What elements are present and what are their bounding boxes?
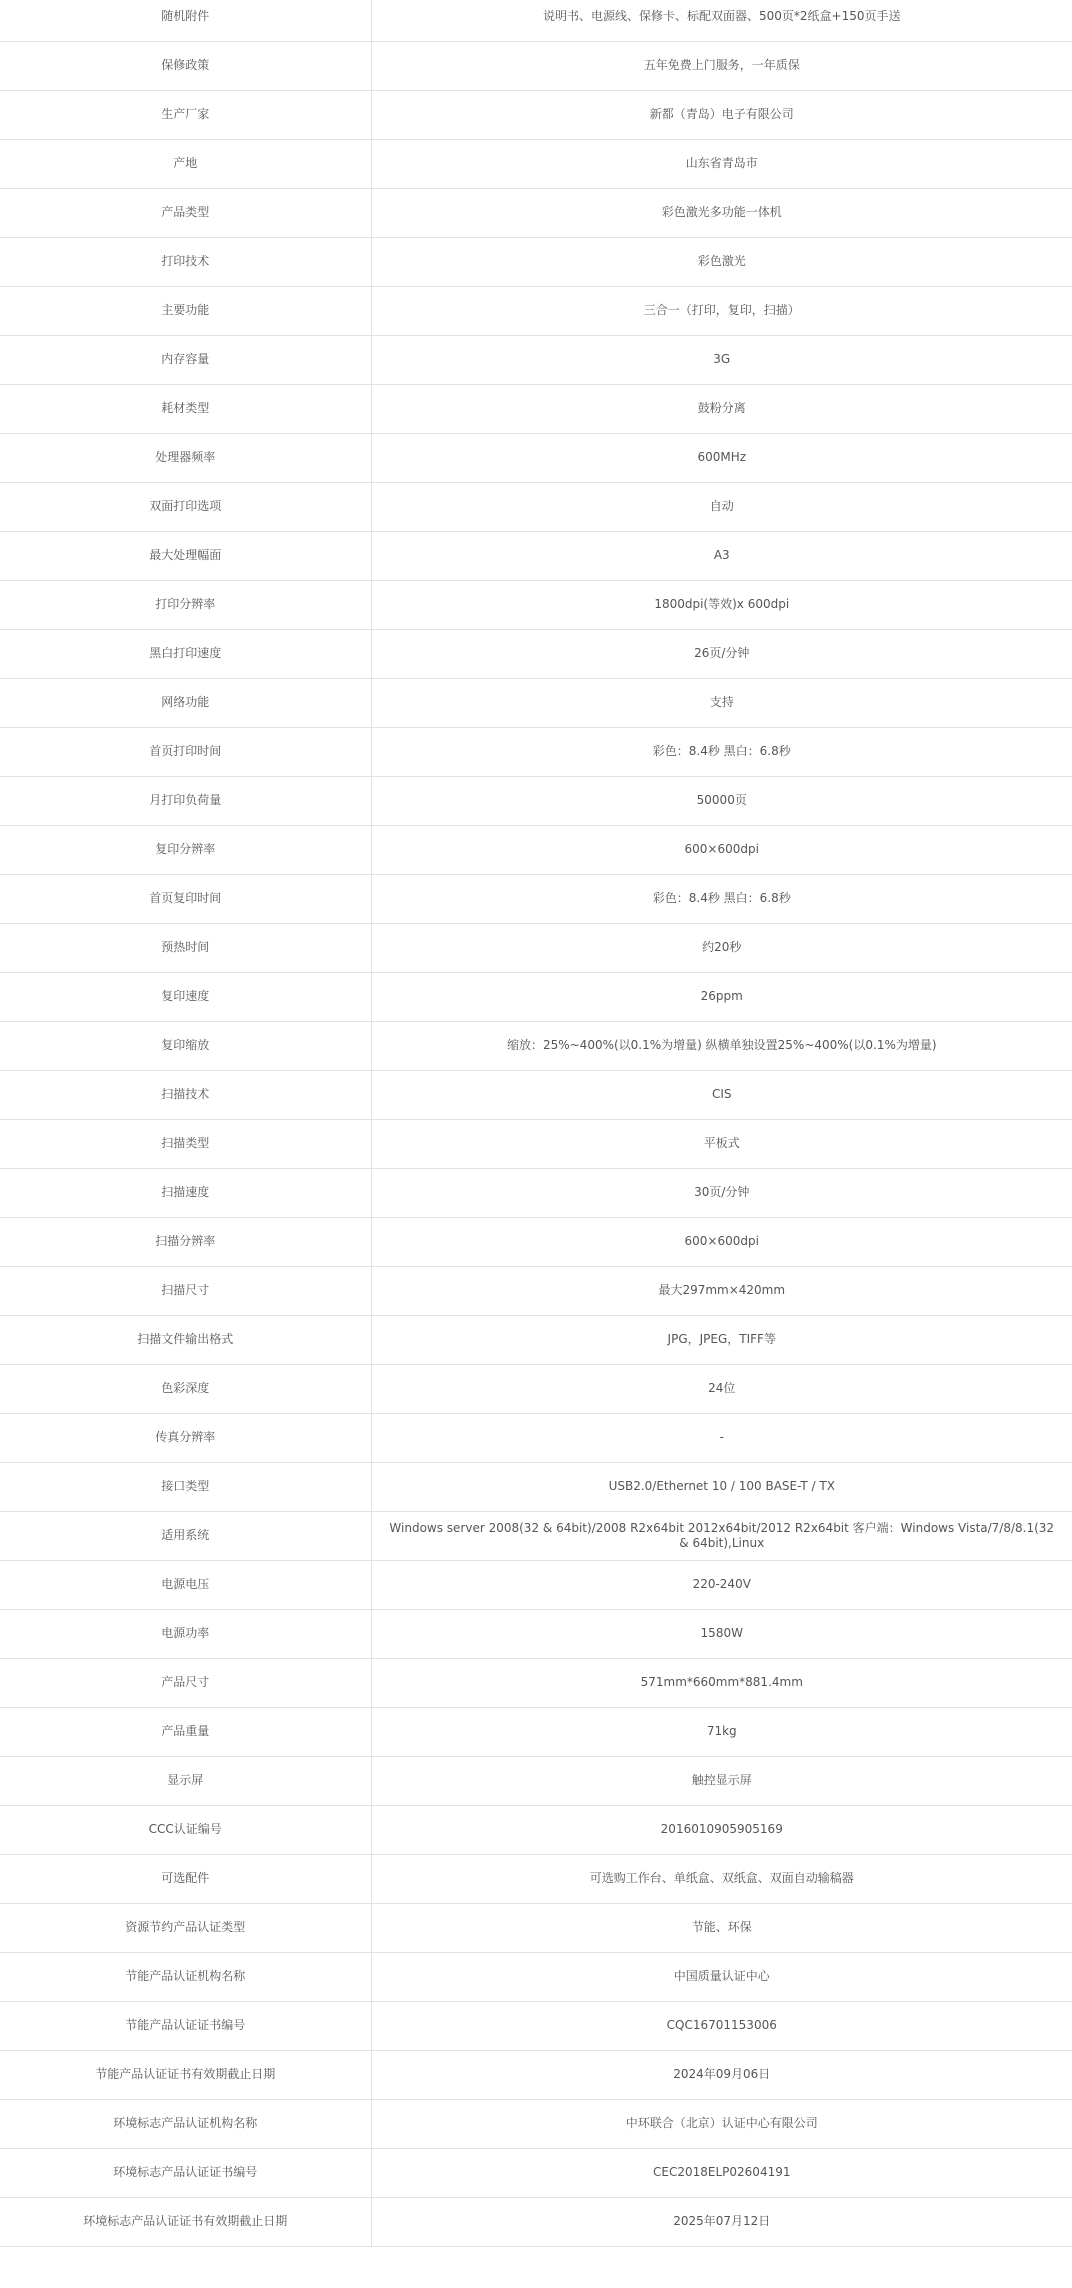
spec-value: 2016010905905169 [371, 1805, 1072, 1854]
spec-value: 缩放：25%~400%(以0.1%为增量) 纵横单独设置25%~400%(以0.1%为增量) [371, 1021, 1072, 1070]
spec-label: 复印分辨率 [0, 825, 371, 874]
spec-value: 220-240V [371, 1560, 1072, 1609]
table-row [0, 1854, 1072, 1903]
table-row [0, 1413, 1072, 1462]
spec-label: 电源电压 [0, 1560, 371, 1609]
spec-label: 保修政策 [0, 41, 371, 90]
spec-label: 首页复印时间 [0, 874, 371, 923]
spec-label: 产品重量 [0, 1707, 371, 1756]
spec-label: 接口类型 [0, 1462, 371, 1511]
spec-label: 生产厂家 [0, 90, 371, 139]
spec-label: 扫描分辨率 [0, 1217, 371, 1266]
spec-value: 平板式 [371, 1119, 1072, 1168]
spec-label: 资源节约产品认证类型 [0, 1903, 371, 1952]
spec-value: CEC2018ELP02604191 [371, 2148, 1072, 2197]
spec-label: 内存容量 [0, 335, 371, 384]
spec-value: 600×600dpi [371, 1217, 1072, 1266]
spec-label: 黑白打印速度 [0, 629, 371, 678]
table-row [0, 1168, 1072, 1217]
spec-label: 复印缩放 [0, 1021, 371, 1070]
table-row [0, 1707, 1072, 1756]
table-row [0, 139, 1072, 188]
spec-value: 鼓粉分离 [371, 384, 1072, 433]
spec-value: CIS [371, 1070, 1072, 1119]
table-row [0, 531, 1072, 580]
spec-value: 山东省青岛市 [371, 139, 1072, 188]
table-row [0, 384, 1072, 433]
spec-label: 处理器频率 [0, 433, 371, 482]
spec-value: 彩色：8.4秒 黑白：6.8秒 [371, 727, 1072, 776]
spec-value: 2024年09月06日 [371, 2050, 1072, 2099]
spec-label: 环境标志产品认证机构名称 [0, 2099, 371, 2148]
table-row [0, 1364, 1072, 1413]
spec-value: 71kg [371, 1707, 1072, 1756]
spec-label: 电源功率 [0, 1609, 371, 1658]
table-row [0, 1217, 1072, 1266]
spec-value: 节能、环保 [371, 1903, 1072, 1952]
spec-label: 可选配件 [0, 1854, 371, 1903]
spec-label: 月打印负荷量 [0, 776, 371, 825]
spec-value: 彩色激光 [371, 237, 1072, 286]
spec-label: 产品尺寸 [0, 1658, 371, 1707]
spec-label: 耗材类型 [0, 384, 371, 433]
table-row [0, 1266, 1072, 1315]
spec-value: 50000页 [371, 776, 1072, 825]
spec-label: 网络功能 [0, 678, 371, 727]
spec-value: USB2.0/Ethernet 10 / 100 BASE-T / TX [371, 1462, 1072, 1511]
spec-label: 节能产品认证证书编号 [0, 2001, 371, 2050]
spec-value: JPG，JPEG，TIFF等 [371, 1315, 1072, 1364]
spec-value: 彩色激光多功能一体机 [371, 188, 1072, 237]
spec-label: 显示屏 [0, 1756, 371, 1805]
spec-value: 中国质量认证中心 [371, 1952, 1072, 2001]
table-row [0, 874, 1072, 923]
spec-value: Windows server 2008(32 & 64bit)/2008 R2x64bit 2012x64bit/2012 R2x64bit 客户端：Windows Vista/7/8/8.1(32 & 64bit),Linux [371, 1511, 1072, 1560]
spec-value: 571mm*660mm*881.4mm [371, 1658, 1072, 1707]
table-row [0, 1021, 1072, 1070]
spec-label: 双面打印选项 [0, 482, 371, 531]
table-row [0, 1070, 1072, 1119]
spec-label: 打印分辨率 [0, 580, 371, 629]
spec-label: 扫描类型 [0, 1119, 371, 1168]
spec-value: CQC16701153006 [371, 2001, 1072, 2050]
table-row [0, 1560, 1072, 1609]
spec-label: 传真分辨率 [0, 1413, 371, 1462]
spec-label: 预热时间 [0, 923, 371, 972]
spec-value: 中环联合（北京）认证中心有限公司 [371, 2099, 1072, 2148]
table-row [0, 1609, 1072, 1658]
spec-label: 复印速度 [0, 972, 371, 1021]
spec-value: A3 [371, 531, 1072, 580]
spec-label: 打印技术 [0, 237, 371, 286]
spec-label: 扫描技术 [0, 1070, 371, 1119]
spec-value: 600×600dpi [371, 825, 1072, 874]
spec-label: CCC认证编号 [0, 1805, 371, 1854]
spec-label: 环境标志产品认证证书编号 [0, 2148, 371, 2197]
spec-label: 产品类型 [0, 188, 371, 237]
spec-value: 3G [371, 335, 1072, 384]
table-row [0, 433, 1072, 482]
spec-label: 节能产品认证机构名称 [0, 1952, 371, 2001]
table-row [0, 1658, 1072, 1707]
table-row [0, 923, 1072, 972]
table-row [0, 629, 1072, 678]
table-row [0, 776, 1072, 825]
table-row [0, 237, 1072, 286]
spec-value: 最大297mm×420mm [371, 1266, 1072, 1315]
table-row [0, 1119, 1072, 1168]
table-row [0, 1903, 1072, 1952]
table-row [0, 2001, 1072, 2050]
spec-label: 最大处理幅面 [0, 531, 371, 580]
spec-label: 扫描文件输出格式 [0, 1315, 371, 1364]
table-row [0, 0, 1072, 41]
spec-value: 1580W [371, 1609, 1072, 1658]
table-row [0, 1952, 1072, 2001]
spec-value: - [371, 1413, 1072, 1462]
spec-label: 环境标志产品认证证书有效期截止日期 [0, 2197, 371, 2246]
spec-value: 说明书、电源线、保修卡、标配双面器、500页*2纸盒+150页手送 [371, 0, 1072, 41]
spec-value: 30页/分钟 [371, 1168, 1072, 1217]
spec-value: 26页/分钟 [371, 629, 1072, 678]
spec-value: 自动 [371, 482, 1072, 531]
table-row [0, 482, 1072, 531]
spec-label: 色彩深度 [0, 1364, 371, 1413]
table-row [0, 2099, 1072, 2148]
spec-value: 支持 [371, 678, 1072, 727]
spec-value: 600MHz [371, 433, 1072, 482]
spec-value: 三合一（打印，复印，扫描） [371, 286, 1072, 335]
spec-label: 适用系统 [0, 1511, 371, 1560]
table-row [0, 1462, 1072, 1511]
spec-value: 五年免费上门服务，一年质保 [371, 41, 1072, 90]
table-row [0, 286, 1072, 335]
table-row [0, 90, 1072, 139]
table-row [0, 678, 1072, 727]
spec-label: 首页打印时间 [0, 727, 371, 776]
spec-value: 26ppm [371, 972, 1072, 1021]
table-row [0, 2148, 1072, 2197]
spec-label: 随机附件 [0, 0, 371, 41]
table-row [0, 2050, 1072, 2099]
table-row [0, 1315, 1072, 1364]
spec-label: 节能产品认证证书有效期截止日期 [0, 2050, 371, 2099]
spec-value: 新都（青岛）电子有限公司 [371, 90, 1072, 139]
table-row [0, 825, 1072, 874]
spec-label: 主要功能 [0, 286, 371, 335]
table-row [0, 2197, 1072, 2246]
table-row [0, 1756, 1072, 1805]
table-row [0, 1805, 1072, 1854]
spec-label: 扫描尺寸 [0, 1266, 371, 1315]
table-row [0, 41, 1072, 90]
spec-value: 可选购工作台、单纸盒、双纸盒、双面自动输稿器 [371, 1854, 1072, 1903]
table-row [0, 580, 1072, 629]
table-row [0, 727, 1072, 776]
spec-value: 24位 [371, 1364, 1072, 1413]
spec-value: 彩色：8.4秒 黑白：6.8秒 [371, 874, 1072, 923]
spec-label: 产地 [0, 139, 371, 188]
spec-label: 扫描速度 [0, 1168, 371, 1217]
table-row [0, 1511, 1072, 1560]
table-row [0, 335, 1072, 384]
table-row [0, 188, 1072, 237]
spec-value: 触控显示屏 [371, 1756, 1072, 1805]
spec-value: 2025年07月12日 [371, 2197, 1072, 2246]
spec-value: 1800dpi(等效)x 600dpi [371, 580, 1072, 629]
spec-value: 约20秒 [371, 923, 1072, 972]
table-row [0, 972, 1072, 1021]
